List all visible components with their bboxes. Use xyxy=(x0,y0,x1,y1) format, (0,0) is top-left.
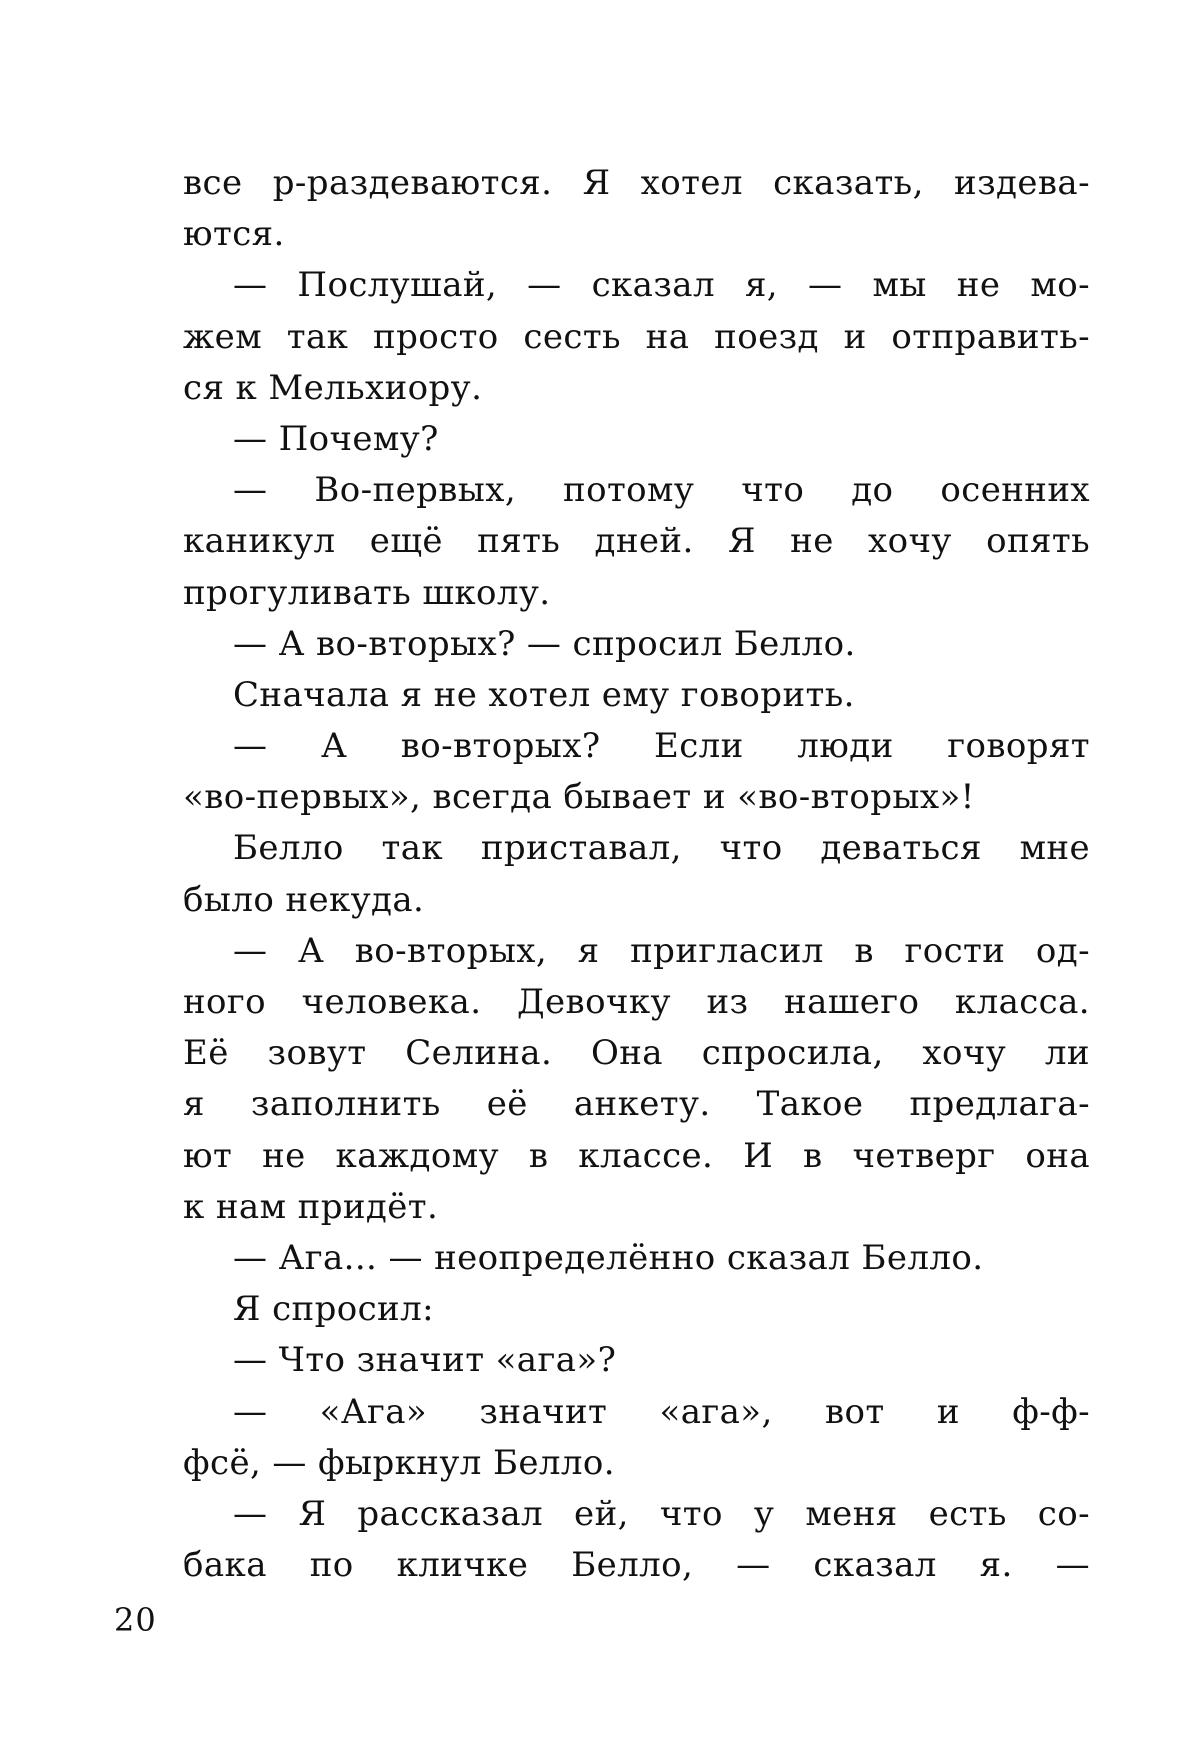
text-line: бака по кличке Белло, — сказал я. — xyxy=(183,1545,1090,1586)
text-line: Её зовут Селина. Она спросила, хочу ли xyxy=(183,1033,1090,1074)
text-line: я заполнить её анкету. Такое предлага- xyxy=(183,1084,1090,1125)
text-line: Я спросил: xyxy=(233,1289,434,1330)
text-line: было некуда. xyxy=(183,879,425,920)
text-line: ся к Мельхиору. xyxy=(183,367,483,408)
text-line: — Послушай, — сказал я, — мы не мо- xyxy=(233,265,1090,306)
page-number: 20 xyxy=(114,1601,157,1639)
text-line: — А во-вторых? — спросил Белло. xyxy=(233,623,856,664)
text-line: — Я рассказал ей, что у меня есть со- xyxy=(233,1493,1090,1534)
text-line: — «Ага» значит «ага», вот и ф-ф- xyxy=(233,1391,1090,1432)
text-line: каникул ещё пять дней. Я не хочу опять xyxy=(183,521,1090,562)
text-line: — Ага... — неопределённо сказал Белло. xyxy=(233,1237,984,1278)
text-line: — А во-вторых? Если люди говорят xyxy=(233,726,1090,767)
text-line: ного человека. Девочку из нашего класса. xyxy=(183,982,1090,1022)
text-line: прогуливать школу. xyxy=(183,572,551,613)
text-line: ются. xyxy=(183,214,285,255)
text-line: Сначала я не хотел ему говорить. xyxy=(233,674,855,715)
text-line: — Почему? xyxy=(233,418,439,459)
text-line: — Во-первых, потому что до осенних xyxy=(233,470,1090,511)
text-line: «во-первых», всегда бывает и «во-вторых»! xyxy=(183,777,975,818)
text-line: к нам придёт. xyxy=(183,1186,439,1227)
text-line: все р-раздеваются. Я хотел сказать, издева- xyxy=(183,163,1090,203)
text-line: — Что значит «ага»? xyxy=(233,1340,617,1381)
text-line: жем так просто сесть на поезд и отправить- xyxy=(183,316,1090,357)
text-line: фсё, — фыркнул Белло. xyxy=(183,1442,615,1483)
body-text xyxy=(183,158,1090,1591)
text-line: — А во-вторых, я пригласил в гости од- xyxy=(233,930,1090,971)
text-line: ют не каждому в классе. И в четверг она xyxy=(183,1135,1090,1176)
text-line: Белло так приставал, что деваться мне xyxy=(233,828,1090,869)
